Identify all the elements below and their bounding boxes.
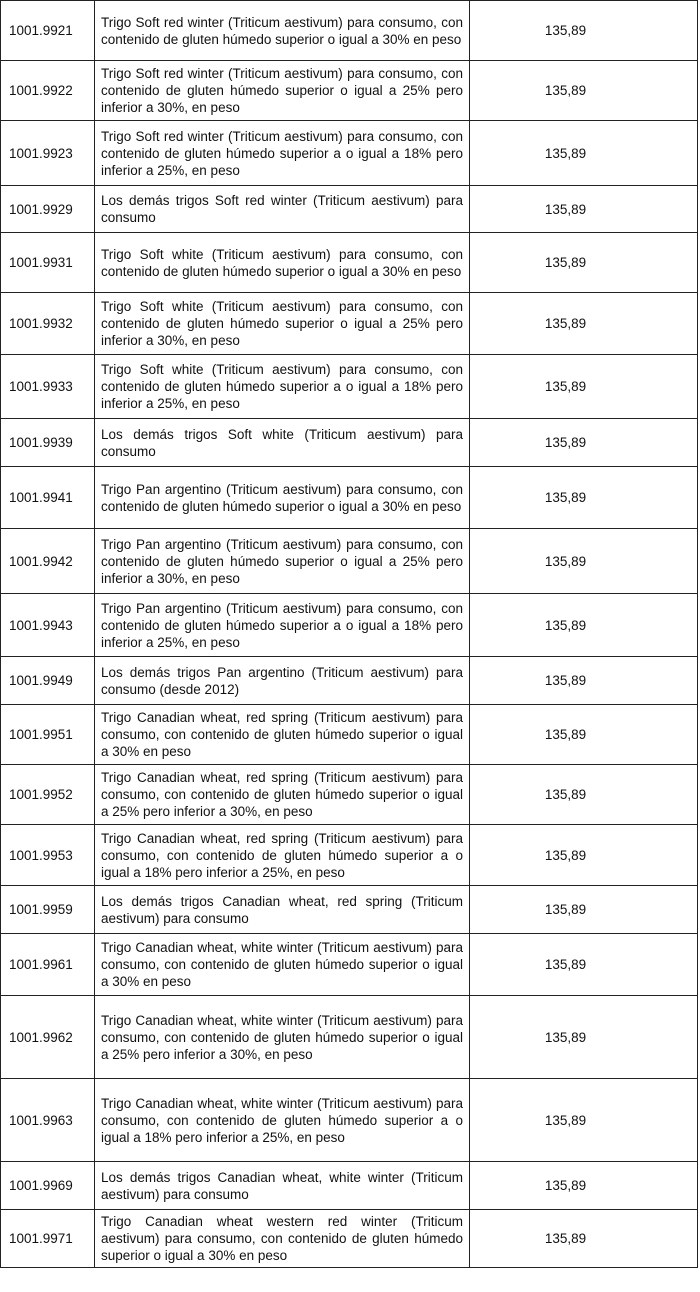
product-description: Trigo Canadian wheat, white winter (Triticum aestivum) para consumo, con contenido de gluten húmedo superior o igual a 30% en peso [95, 934, 470, 996]
table-row [1, 1162, 698, 1210]
rate-value: 135,89 [470, 233, 698, 293]
table-row [1, 529, 698, 594]
product-description: Trigo Canadian wheat western red winter (Triticum aestivum) para consumo, con contenido de gluten húmedo superior o igual a 30% en peso [95, 1210, 470, 1268]
rate-value: 135,89 [470, 1079, 698, 1162]
rate-value: 135,89 [470, 355, 698, 419]
rate-value: 135,89 [470, 1162, 698, 1210]
product-description: Los demás trigos Canadian wheat, red spring (Triticum aestivum) para consumo [95, 886, 470, 934]
rate-value: 135,89 [470, 765, 698, 825]
table-row [1, 1210, 698, 1268]
rate-value: 135,89 [470, 121, 698, 186]
rate-value: 135,89 [470, 657, 698, 705]
rate-value: 135,89 [470, 529, 698, 594]
tariff-code: 1001.9939 [1, 419, 95, 467]
tariff-code: 1001.9952 [1, 765, 95, 825]
table-row [1, 1079, 698, 1162]
tariff-code: 1001.9932 [1, 293, 95, 355]
product-description: Los demás trigos Soft white (Triticum aestivum) para consumo [95, 419, 470, 467]
product-description: Trigo Soft white (Triticum aestivum) para consumo, con contenido de gluten húmedo superior a o igual a 18% pero inferior a 25%, en peso [95, 355, 470, 419]
table-row [1, 594, 698, 657]
table-row [1, 233, 698, 293]
tariff-code: 1001.9943 [1, 594, 95, 657]
product-description: Los demás trigos Canadian wheat, white winter (Triticum aestivum) para consumo [95, 1162, 470, 1210]
rate-value: 135,89 [470, 825, 698, 886]
tariff-code: 1001.9962 [1, 996, 95, 1079]
product-description: Los demás trigos Pan argentino (Triticum aestivum) para consumo (desde 2012) [95, 657, 470, 705]
rate-value: 135,89 [470, 61, 698, 121]
table-row [1, 825, 698, 886]
table-row [1, 886, 698, 934]
tariff-code: 1001.9922 [1, 61, 95, 121]
tariff-code: 1001.9933 [1, 355, 95, 419]
tariff-table-body [1, 1, 698, 1268]
tariff-code: 1001.9931 [1, 233, 95, 293]
product-description: Trigo Canadian wheat, red spring (Triticum aestivum) para consumo, con contenido de gluten húmedo superior o igual a 25% pero inferior a 30%, en peso [95, 765, 470, 825]
rate-value: 135,89 [470, 996, 698, 1079]
tariff-code: 1001.9963 [1, 1079, 95, 1162]
rate-value: 135,89 [470, 186, 698, 233]
table-row [1, 61, 698, 121]
tariff-code: 1001.9921 [1, 1, 95, 61]
tariff-code: 1001.9951 [1, 705, 95, 765]
table-row [1, 186, 698, 233]
product-description: Trigo Canadian wheat, red spring (Triticum aestivum) para consumo, con contenido de gluten húmedo superior o igual a 30% en peso [95, 705, 470, 765]
product-description: Trigo Soft red winter (Triticum aestivum) para consumo, con contenido de gluten húmedo superior o igual a 25% pero inferior a 30%, en peso [95, 61, 470, 121]
product-description: Trigo Soft red winter (Triticum aestivum) para consumo, con contenido de gluten húmedo superior a o igual a 18% pero inferior a 25%, en peso [95, 121, 470, 186]
table-row [1, 765, 698, 825]
table-row [1, 657, 698, 705]
tariff-code: 1001.9941 [1, 467, 95, 529]
table-row [1, 293, 698, 355]
tariff-code: 1001.9923 [1, 121, 95, 186]
table-row [1, 419, 698, 467]
product-description: Los demás trigos Soft red winter (Triticum aestivum) para consumo [95, 186, 470, 233]
table-row [1, 467, 698, 529]
rate-value: 135,89 [470, 934, 698, 996]
tariff-code: 1001.9949 [1, 657, 95, 705]
tariff-code: 1001.9942 [1, 529, 95, 594]
product-description: Trigo Soft white (Triticum aestivum) para consumo, con contenido de gluten húmedo superior o igual a 25% pero inferior a 30%, en peso [95, 293, 470, 355]
tariff-code: 1001.9959 [1, 886, 95, 934]
product-description: Trigo Canadian wheat, white winter (Triticum aestivum) para consumo, con contenido de gluten húmedo superior a o igual a 18% pero inferior a 25%, en peso [95, 1079, 470, 1162]
product-description: Trigo Soft red winter (Triticum aestivum) para consumo, con contenido de gluten húmedo superior o igual a 30% en peso [95, 1, 470, 61]
table-row [1, 355, 698, 419]
rate-value: 135,89 [470, 467, 698, 529]
product-description: Trigo Canadian wheat, red spring (Triticum aestivum) para consumo, con contenido de gluten húmedo superior a o igual a 18% pero inferior a 25%, en peso [95, 825, 470, 886]
product-description: Trigo Pan argentino (Triticum aestivum) para consumo, con contenido de gluten húmedo superior o igual a 25% pero inferior a 30%, en peso [95, 529, 470, 594]
tariff-code: 1001.9969 [1, 1162, 95, 1210]
rate-value: 135,89 [470, 1, 698, 61]
product-description: Trigo Soft white (Triticum aestivum) para consumo, con contenido de gluten húmedo superior o igual a 30% en peso [95, 233, 470, 293]
rate-value: 135,89 [470, 419, 698, 467]
table-row [1, 1, 698, 61]
rate-value: 135,89 [470, 1210, 698, 1268]
table-row [1, 705, 698, 765]
tariff-code: 1001.9953 [1, 825, 95, 886]
product-description: Trigo Pan argentino (Triticum aestivum) para consumo, con contenido de gluten húmedo superior o igual a 30% en peso [95, 467, 470, 529]
rate-value: 135,89 [470, 293, 698, 355]
table-row [1, 934, 698, 996]
tariff-code: 1001.9971 [1, 1210, 95, 1268]
rate-value: 135,89 [470, 705, 698, 765]
rate-value: 135,89 [470, 594, 698, 657]
table-row [1, 121, 698, 186]
table-row [1, 996, 698, 1079]
tariff-code: 1001.9961 [1, 934, 95, 996]
tariff-code: 1001.9929 [1, 186, 95, 233]
rate-value: 135,89 [470, 886, 698, 934]
product-description: Trigo Canadian wheat, white winter (Triticum aestivum) para consumo, con contenido de gluten húmedo superior o igual a 25% pero inferior a 30%, en peso [95, 996, 470, 1079]
product-description: Trigo Pan argentino (Triticum aestivum) para consumo, con contenido de gluten húmedo superior a o igual a 18% pero inferior a 25%, en peso [95, 594, 470, 657]
